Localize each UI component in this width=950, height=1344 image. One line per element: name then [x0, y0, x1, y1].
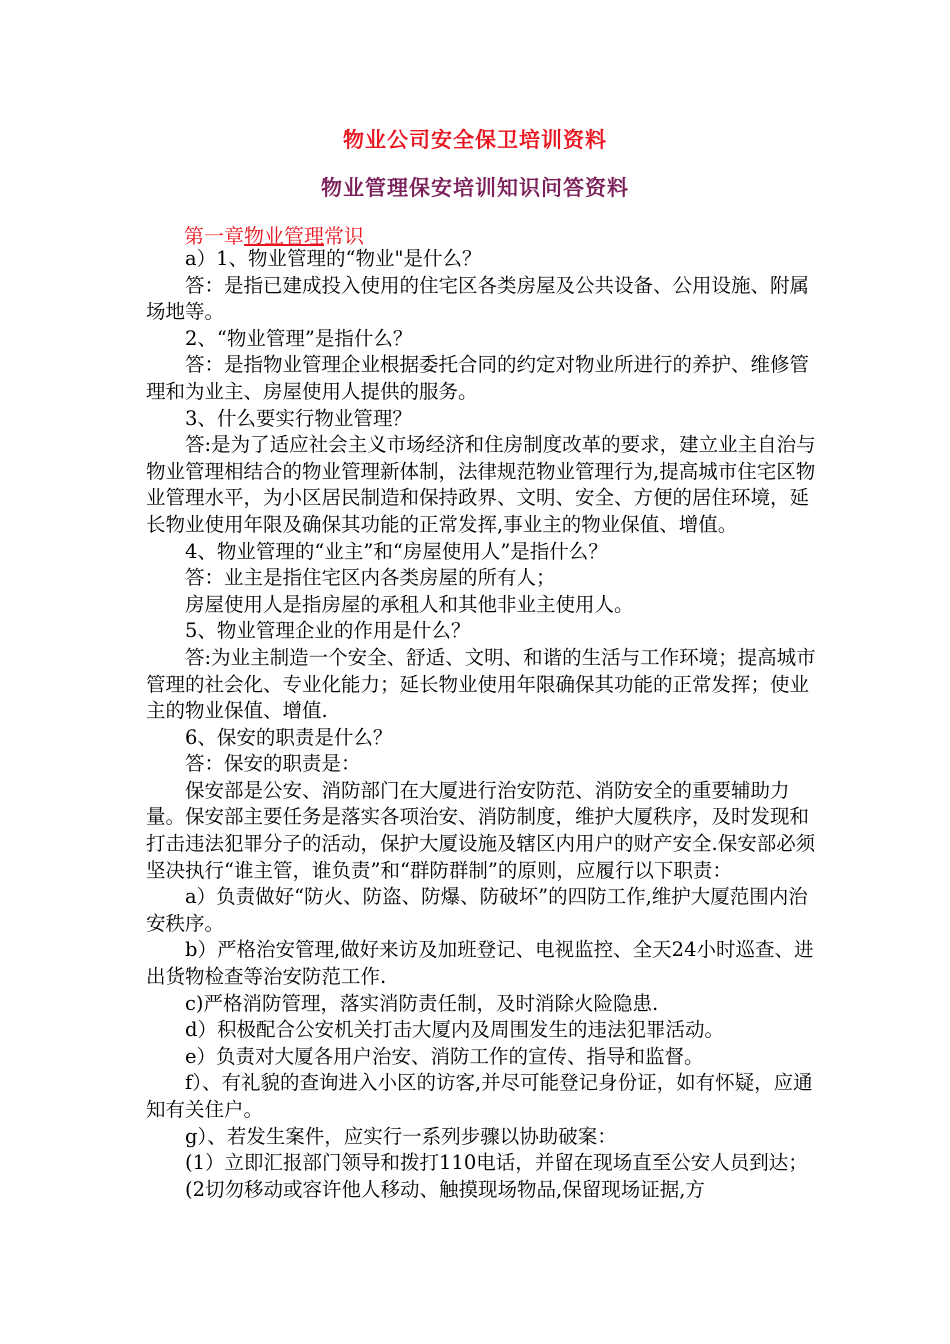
paragraph: 答：是指物业管理企业根据委托合同的约定对物业所进行的养护、维修管理和为业主、房屋使用人提供的服务。	[146, 353, 810, 403]
paragraph: g）、若发生案件，应实行一系列步骤以协助破案：	[185, 1124, 617, 1148]
chapter-link[interactable]: 物业管理	[244, 224, 324, 248]
paragraph: 答：是指已建成投入使用的住宅区各类房屋及公共设备、公用设施、附属场地等。	[146, 273, 810, 324]
document-subtitle: 物业管理保安培训知识问答资料	[321, 176, 629, 200]
paragraph: 6、保安的职责是什么？	[185, 725, 393, 749]
paragraph: 4、物业管理的“业主”和“房屋使用人”是指什么？	[185, 539, 608, 563]
document-title: 物业公司安全保卫培训资料	[343, 128, 607, 152]
paragraph: c)严格消防管理，落实消防责任制，及时消除火险隐患.	[185, 991, 659, 1015]
paragraph: (1）立即汇报部门领导和拨打110电话，并留在现场直至公安人员到达；	[185, 1151, 808, 1175]
paragraph: a）负责做好“防火、防盗、防爆、防破坏”的四防工作,维护大厦范围内治安秩序。	[146, 885, 808, 935]
paragraph: 保安部是公安、消防部门在大厦进行治安防范、消防安全的重要辅助力量。保安部主要任务是落实各项治安、消防制度，维护大厦秩序，及时发现和打击违法犯罪分子的活动，保护大厦设施及辖区内用户的财产安全.保安部必须坚决执行“谁主管，谁负责”和“群防群制”的原则，应履行以下职责：	[146, 778, 816, 882]
paragraph: f）、有礼貌的查询进入小区的访客,并尽可能登记身份证，如有怀疑，应通知有关住户。	[146, 1071, 813, 1121]
chapter-heading	[184, 220, 364, 249]
chapter-suffix: 常识	[324, 224, 364, 248]
paragraph: b）严格治安管理,做好来访及加班登记、电视监控、全天24小时巡查、进出货物检查等治安防范工作.	[146, 938, 814, 989]
paragraph: 答：业主是指住宅区内各类房屋的所有人；	[185, 566, 556, 590]
paragraph: e）负责对大厦各用户治安、消防工作的宣传、指导和监督。	[185, 1044, 704, 1068]
paragraph: d）积极配合公安机关打击大厦内及周围发生的违法犯罪活动。	[185, 1018, 724, 1042]
paragraph: (2切勿移动或容许他人移动、触摸现场物品,保留现场证据,方	[185, 1177, 705, 1201]
paragraph: a）1、物业管理的“物业"是什么？	[185, 247, 482, 270]
paragraph: 答:是为了适应社会主义市场经济和住房制度改革的要求，建立业主自治与物业管理相结合的物业管理新体制，法律规范物业管理行为,提高城市住宅区物业管理水平，为小区居民制造和保持政界、文明、安全、方便的居住环境，延长物业使用年限及确保其功能的正常发挥,事业主的物业保值、增值。	[146, 433, 816, 536]
chapter-prefix: 第一章	[184, 224, 244, 248]
paragraph: 房屋使用人是指房屋的承租人和其他非业主使用人。	[185, 592, 634, 616]
paragraph: 2、“物业管理”是指什么？	[185, 326, 413, 350]
paragraph: 答：保安的职责是：	[185, 752, 361, 776]
document-body	[146, 246, 816, 1203]
paragraph: 5、物业管理企业的作用是什么？	[185, 619, 471, 643]
paragraph: 答:为业主制造一个安全、舒适、文明、和谐的生活与工作环境；提高城市管理的社会化、专业化能力；延长物业使用年限确保其功能的正常发挥；使业主的物业保值、增值.	[146, 645, 816, 723]
paragraph: 3、什么要实行物业管理？	[185, 406, 412, 430]
